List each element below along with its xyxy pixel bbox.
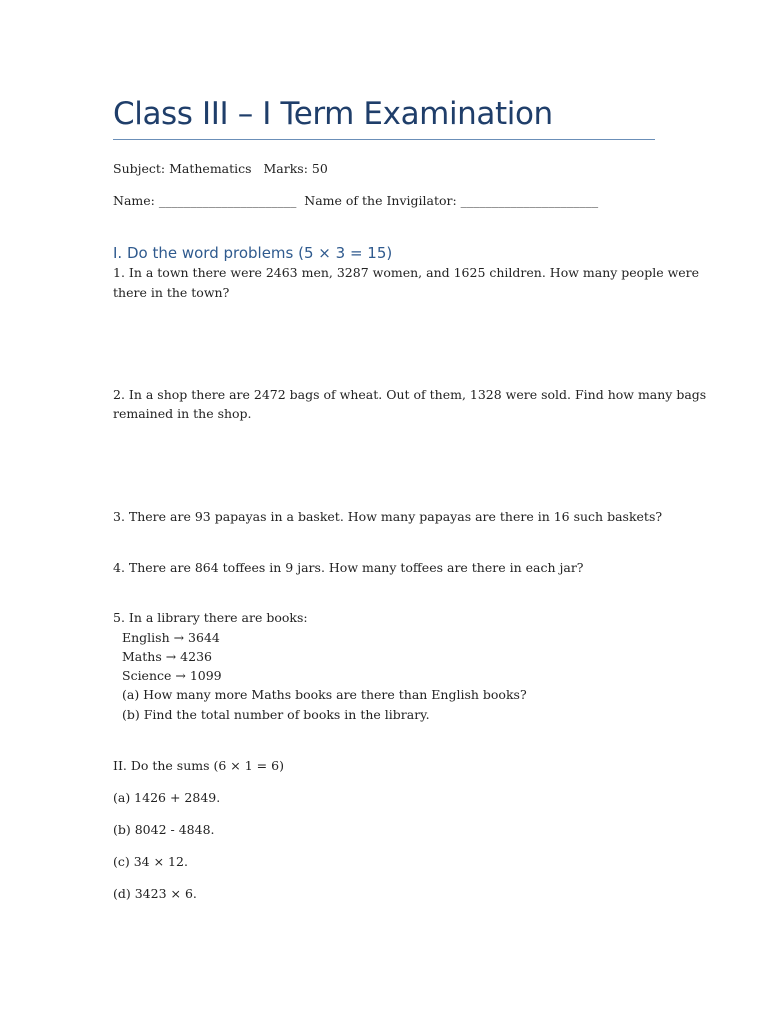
- question-5-science: Science → 1099: [122, 668, 222, 683]
- question-5-intro: 5. In a library there are books:: [113, 610, 308, 625]
- title-divider: [113, 139, 655, 140]
- sum-c: (c) 34 × 12.: [113, 854, 188, 869]
- question-4: 4. There are 864 toffees in 9 jars. How many toffees are there in each jar?: [113, 560, 584, 575]
- question-1-line-2: there in the town?: [113, 285, 230, 300]
- sum-d: (d) 3423 × 6.: [113, 886, 197, 901]
- question-3: 3. There are 93 papayas in a basket. How many papayas are there in 16 such baskets?: [113, 509, 663, 524]
- question-1-line-1: 1. In a town there were 2463 men, 3287 women, and 1625 children. How many people were: [113, 265, 700, 280]
- subject-line: Subject: Mathematics Marks: 50: [113, 161, 328, 176]
- document-title: Class III – I Term Examination: [113, 96, 553, 132]
- question-2-line-2: remained in the shop.: [113, 406, 252, 421]
- question-5-maths: Maths → 4236: [122, 649, 212, 664]
- sum-a: (a) 1426 + 2849.: [113, 790, 221, 805]
- question-5-part-b: (b) Find the total number of books in the library.: [122, 707, 430, 722]
- question-2-line-1: 2. In a shop there are 2472 bags of wheat. Out of them, 1328 were sold. Find how many bags: [113, 387, 707, 402]
- name-line: Name: ______________________ Name of the Invigilator: ______________________: [113, 193, 599, 208]
- question-5-english: English → 3644: [122, 630, 220, 645]
- question-5-part-a: (a) How many more Maths books are there than English books?: [122, 687, 527, 702]
- sum-b: (b) 8042 - 4848.: [113, 822, 215, 837]
- section2-heading: II. Do the sums (6 × 1 = 6): [113, 758, 284, 773]
- section1-heading: I. Do the word problems (5 × 3 = 15): [113, 244, 393, 262]
